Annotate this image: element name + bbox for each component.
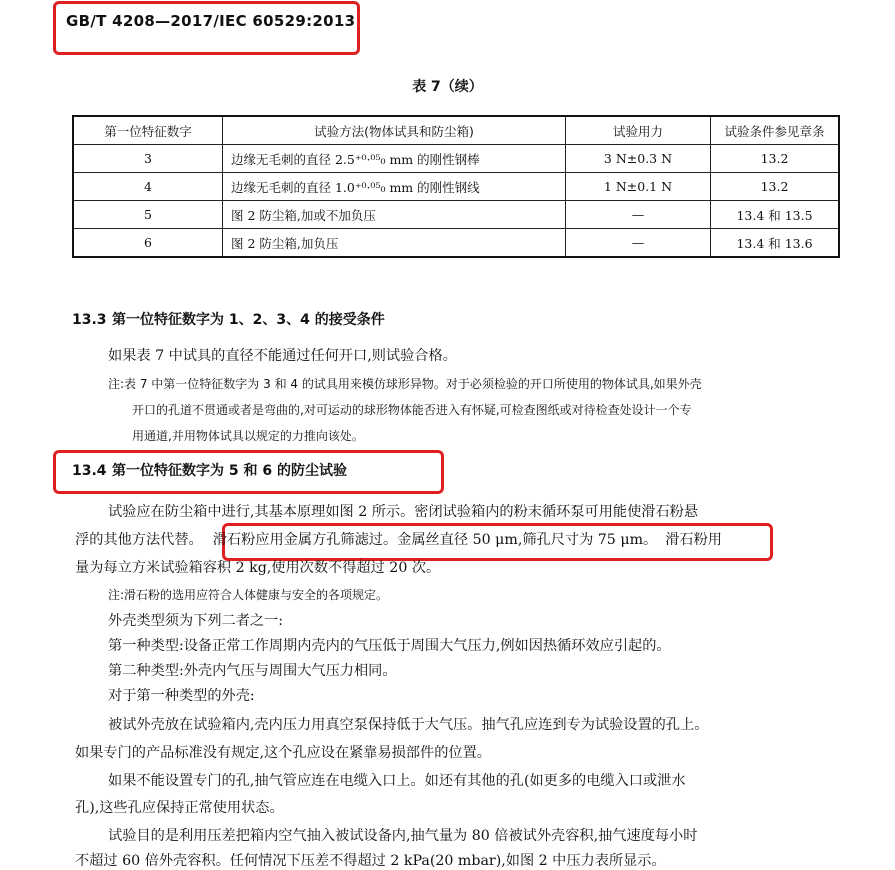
cell-digit: 4 — [73, 173, 223, 201]
cell-method: 边缘无毛刺的直径 1.0⁺⁰·⁰⁵₀ mm 的刚性钢线 — [223, 173, 566, 201]
table-title: 表 7（续） — [412, 79, 483, 95]
paragraph-line: 对于第一种类型的外壳: — [108, 688, 255, 704]
table-7 — [72, 115, 840, 258]
text-span: 滑石粉用 — [665, 532, 722, 548]
note-line: 开口的孔道不贯通或者是弯曲的,对可运动的球形物体能否进入有怀疑,可检查图纸或对待检查处设计一个专 — [132, 403, 692, 417]
cell-method: 图 2 防尘箱,加负压 — [223, 229, 566, 258]
cell-digit: 5 — [73, 201, 223, 229]
paragraph-line: 如果专门的产品标准没有规定,这个孔应设在紧靠易损部件的位置。 — [75, 745, 491, 761]
paragraph-line: 量为每立方米试验箱容积 2 kg,使用次数不得超过 20 次。 — [75, 560, 441, 576]
table-header-row — [73, 116, 839, 145]
section-number: 13.3 — [72, 312, 107, 328]
paragraph-line: 不超过 60 倍外壳容积。任何情况下压差不得超过 2 kPa(20 mbar),如图 2 中压力表所显示。 — [75, 853, 666, 869]
section-number: 13.4 — [72, 463, 107, 479]
table-row — [73, 145, 839, 173]
section-13-4-heading — [72, 460, 347, 480]
cell-force: — — [566, 229, 711, 258]
paragraph-line: 外壳类型须为下列二者之一: — [108, 613, 284, 629]
standard-number: GB/T 4208—2017/IEC 60529:2013 — [66, 12, 356, 30]
col-header-digit: 第一位特征数字 — [73, 116, 223, 145]
note-line: 用通道,并用物体试具以规定的力推向该处。 — [132, 429, 364, 443]
paragraph-line: 第二种类型:外壳内气压与周围大气压力相同。 — [108, 663, 397, 679]
cell-force: — — [566, 201, 711, 229]
col-header-ref: 试验条件参见章条 — [711, 116, 840, 145]
cell-method: 图 2 防尘箱,加或不加负压 — [223, 201, 566, 229]
paragraph-line: 如果不能设置专门的孔,抽气管应连在电缆入口上。如还有其他的孔(如更多的电缆入口或泄水 — [108, 773, 686, 789]
col-header-method: 试验方法(物体试具和防尘箱) — [223, 116, 566, 145]
cell-digit: 3 — [73, 145, 223, 173]
paragraph-line — [75, 529, 722, 549]
cell-force: 3 N±0.3 N — [566, 145, 711, 173]
highlighted-text: 滑石粉应用金属方孔筛滤过。金属丝直径 50 μm,筛孔尺寸为 75 μm。 — [212, 532, 658, 548]
paragraph-line: 孔),这些孔应保持正常使用状态。 — [75, 800, 284, 816]
cell-ref: 13.4 和 13.6 — [711, 229, 840, 258]
paragraph: 如果表 7 中试具的直径不能通过任何开口,则试验合格。 — [108, 348, 457, 364]
table-row — [73, 229, 839, 258]
section-title: 第一位特征数字为 1、2、3、4 的接受条件 — [112, 312, 385, 328]
cell-digit: 6 — [73, 229, 223, 258]
paragraph-line: 试验应在防尘箱中进行,其基本原理如图 2 所示。密闭试验箱内的粉末循环泵可用能使滑石粉悬 — [108, 504, 699, 520]
paragraph-line: 试验目的是利用压差把箱内空气抽入被试设备内,抽气量为 80 倍被试外壳容积,抽气速度每小时 — [108, 828, 698, 844]
table-row — [73, 201, 839, 229]
cell-ref: 13.4 和 13.5 — [711, 201, 840, 229]
cell-ref: 13.2 — [711, 173, 840, 201]
cell-method: 边缘无毛刺的直径 2.5⁺⁰·⁰⁵₀ mm 的刚性钢棒 — [223, 145, 566, 173]
table-row — [73, 173, 839, 201]
section-title: 第一位特征数字为 5 和 6 的防尘试验 — [112, 463, 347, 479]
text-span: 浮的其他方法代替。 — [75, 532, 203, 548]
col-header-force: 试验用力 — [566, 116, 711, 145]
note-line: 注:表 7 中第一位特征数字为 3 和 4 的试具用来模仿球形异物。对于必须检验的开口所使用的物体试具,如果外壳 — [108, 377, 702, 391]
section-13-3-heading — [72, 309, 385, 329]
cell-ref: 13.2 — [711, 145, 840, 173]
paragraph-line: 被试外壳放在试验箱内,壳内压力用真空泵保持低于大气压。抽气孔应连到专为试验设置的孔上。 — [108, 717, 709, 733]
cell-force: 1 N±0.1 N — [566, 173, 711, 201]
note-line: 注:滑石粉的选用应符合人体健康与安全的各项规定。 — [108, 588, 389, 602]
paragraph-line: 第一种类型:设备正常工作周期内壳内的气压低于周围大气压力,例如因热循环效应引起的。 — [108, 638, 671, 654]
